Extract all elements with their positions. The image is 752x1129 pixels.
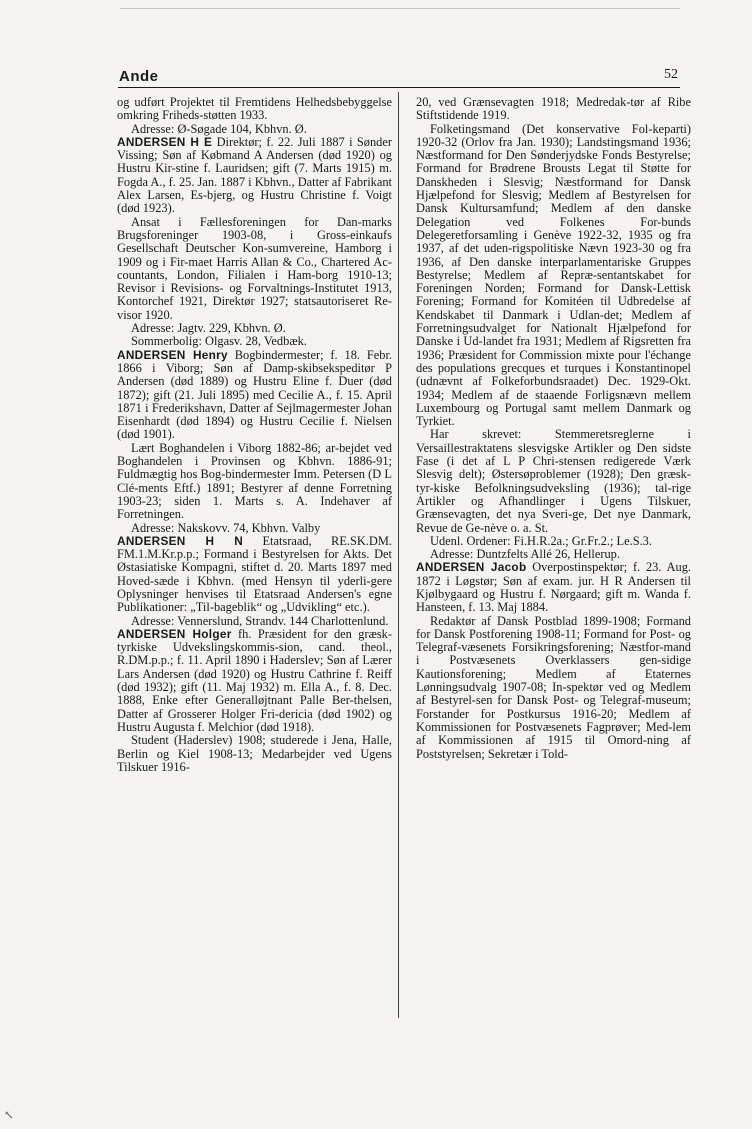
biography-entry xyxy=(117,628,392,734)
left-column xyxy=(117,96,392,774)
paragraph: Adresse: Nakskovv. 74, Kbhvn. Valby xyxy=(131,520,321,535)
entry-text: Overpostinspektør; f. 23. Aug. 1872 i Løgstør; Søn af exam. jur. H R Andersen til Kjølbygaard og Hustru f. Nørgaard; gift m. Wanda f. Hansteen, f. 13. Maj 1884. xyxy=(416,560,691,615)
running-head: Ande xyxy=(119,68,159,85)
entry-text: Direktør; f. 22. Juli 1887 i Sønder Vissing; Søn af Købmand A Andersen (død 1920) og Hustru Kir-stine f. Lauridsen; gift (7. Marts 1915) m. Fogda A., f. 25. Jan. 1887 i Kbhvn., Datter af Fabrikant Alex Larsen, Es-bjerg, og Hustru Christine f. Voigt (død 1923). xyxy=(117,134,392,216)
entry-text: Etatsraad, RE.SK.DM. FM.1.M.Kr.p.p.; Formand i Bestyrelsen for Akts. Det Østasiatiske Kompagni, stiftet d. 20. Marts 1897 med Hoved-sæde i Kbhvn. (med Hensyn til yderli-gere Oplysninger henvises til Etatsraad Andersen's egne Publikationer: „Til-bageblik“ og „Udvikling“ etc.). xyxy=(117,533,392,615)
paragraph: Ansat i Fællesforeningen for Dan-marks Brugsforeninger 1903-08, i Gross-einkaufs Gesellschaft Deutscher Kon-sumvereine, Hamborg i 1909 og i Fir-maet Harris Allan & Co., Chartered Ac-countants, London, Filialen i Ham-borg 1910-13; Revisor i Revisions- og Forvaltnings-Institutet 1913, Kontorchef 1921, Direktør 1927; statsautoriseret Re-visor 1920. xyxy=(117,214,392,322)
entry-headword: ANDERSEN Jacob xyxy=(416,560,527,575)
right-column xyxy=(416,96,691,761)
paragraph: Udenl. Ordener: Fi.H.R.2a.; Gr.Fr.2.; Le.S.3. xyxy=(430,533,652,548)
paragraph: Student (Haderslev) 1908; studerede i Jena, Halle, Berlin og Kiel 1908-13; Medarbejder ved Ugens Tilskuer 1916- xyxy=(117,733,392,774)
entry-headword: ANDERSEN H N xyxy=(117,533,244,548)
paragraph: Adresse: Jagtv. 229, Kbhvn. Ø. xyxy=(131,321,286,336)
page-number: 52 xyxy=(664,67,678,82)
header-rule xyxy=(118,87,680,88)
entry-headword: ANDERSEN Henry xyxy=(117,347,228,362)
paragraph: Sommerbolig: Olgasv. 28, Vedbæk. xyxy=(131,334,307,349)
entry-text: fh. Præsident for den græsk-tyrkiske Udvekslingskommis-sion, cand. theol., R.DM.p.p.; f. 11. April 1890 i Haderslev; Søn af Lærer Lars Andersen (død 1920) og Hustru Cathrine f. Reiff (død 1932); gift (11. Maj 1932) m. Ella A., f. 8. Dec. 1888, Enke efter Generalløjtnant Palle Ber-thelsen, Datter af Grosserer Holger Fri-dericia (død 1902) og Hustru Augusta f. Melchior (død 1918). xyxy=(117,626,392,734)
paragraph: Adresse: Ø-Søgade 104, Kbhvn. Ø. xyxy=(131,121,307,136)
paragraph: Lært Boghandelen i Viborg 1882-86; ar-bejdet ved Boghandelen i Provinsen og Kbhvn. 1886-91; Fuldmægtig hos Bog-bindermester Imm. Petersen (D L Clé-ments Eftf.) 1891; Bestyrer af denne Forretning 1903-23; siden 1. Marts s. A. Indehaver af Forretningen. xyxy=(117,440,392,522)
biography-entry xyxy=(416,561,691,614)
page-top-edge xyxy=(120,8,680,9)
paragraph: Redaktør af Dansk Postblad 1899-1908; Formand for Dansk Postforening 1908-11; Formand for Post- og Telegraf-væsenets Forsikringsforening; Næstfor-mand i Postvæsenets Overklassers gen-sidige Kautionsforening; Medlem af Etaternes Lønningsudvalg 1907-08; In-spektør ved og Medlem af Bestyrel-sen for Dansk Post- og Telegraf-museum; Forstander for Postkursus 1916-20; Medlem af Kommissionen for Postvæsenets Fagprøver; Med-lem af Kommissionen af 1915 til Omord-ning af Poststyrelsen; Sekretær i Told- xyxy=(416,613,691,761)
column-divider xyxy=(398,92,399,1018)
biography-entry xyxy=(117,349,392,442)
entry-text: Bogbindermester; f. 18. Febr. 1866 i Viborg; Søn af Damp-skibsekspeditør P Andersen (død 1889) og Hustru Eline f. Duer (død 1872); gift (21. Juli 1895) med Cecilie A., f. 15. April 1871 i Frederikshavn, Datter af Sejlmagermester Johan Eisenhardt (død 1894) og Hustru Cecilie f. Nielsen (død 1901). xyxy=(117,347,392,442)
entry-headword: ANDERSEN Holger xyxy=(117,626,232,641)
continuation-text: og udført Projektet til Fremtidens Helhedsbebyggelse omkring Friheds-støtten 1933. xyxy=(117,95,392,123)
paragraph: Har skrevet: Stemmeretsreglerne i Versaillestraktatens slesvigske Artikler og Den sidste Fase (i det af L P Chri-stensen redigerede Værk Slesvig delt); Østersøproblemer (1928); Den græsk-tyr-kiske Befolkningsudveksling (1936); tal-rige Artikler og Afhandlinger i Ugens Tilskuer, Grænsevagten, det nya Sveri-ge, Det nye Danmark, Revue de Ge-nève o. a. St. xyxy=(416,427,691,535)
paragraph: Adresse: Duntzfelts Allé 26, Hellerup. xyxy=(430,547,620,562)
paragraph: Folketingsmand (Det konservative Fol-keparti) 1920-32 (Orlov fra Jan. 1930); Landstingsmand 1936; Næstformand for Den Sønderjydske Fonds Bestyrelse; Formand for Brødrene Brousts Legat til Støtte for Danskheden i Slesvig; Næstformand for Dansk Hjælpefond for Slesvig; Medlem af Bestyrelsen for Dansk Kultursamfund; Medlem af den danske Delegation ved Folkenes For-bunds Delegeretforsamling i Genève 1922-32, 1935 og fra 1937, af det uden-rigspolitiske Nævn 1923-30 og fra 1936, af Den danske interparlamentariske Gruppes Bestyrelse; Medlem af Repræ-sentantskabet for Foreningen Norden; Formand for Dansk-Lettisk Forening; Formand for Komitéen til Udbredelse af Kendskabet til Danmark i Udlan-det; Medlem af Forretningsudvalget for Nationalt Hjælpefond for Danske i Ud-landet fra 1931; Medlem af Rigsretten fra 1936; Præsident for Commission mixte pour l'échange des populations grecques et turques i Konstantinopel (udnævnt af Folkeforbundsraadet) Dec. 1929-Okt. 1934; Medlem af de staaende Forligsnævn mellem Luxembourg og Portugal samt mellem Danmark og Tyrkiet. xyxy=(416,121,691,429)
continuation-text: 20, ved Grænsevagten 1918; Medredak-tør af Ribe Stiftstidende 1919. xyxy=(416,95,691,123)
corner-mark: ↖ xyxy=(4,1108,15,1122)
entry-headword: ANDERSEN H E xyxy=(117,134,213,149)
biography-entry xyxy=(117,136,392,216)
biography-entry xyxy=(117,535,392,615)
paragraph: Adresse: Vennerslund, Strandv. 144 Charlottenlund. xyxy=(131,613,389,628)
